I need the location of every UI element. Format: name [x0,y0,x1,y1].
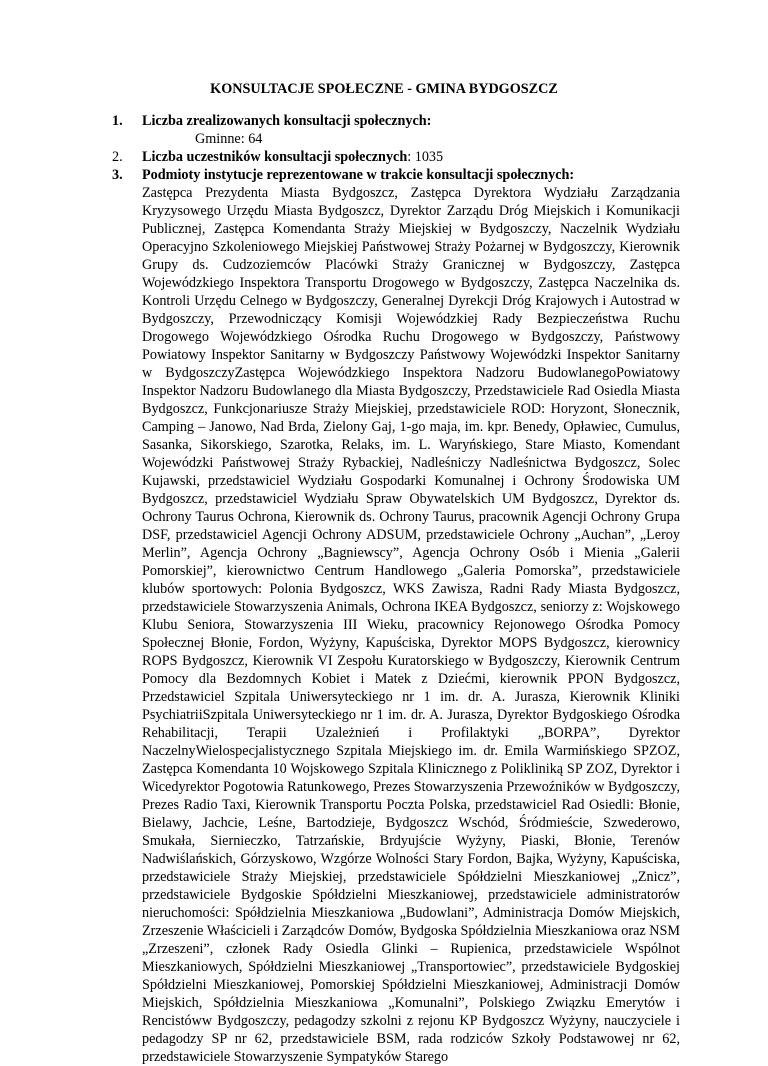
item-number: 3. [112,167,123,183]
document-title: KONSULTACJE SPOŁECZNE - GMINA BYDGOSZCZ [210,81,558,97]
list-item [0,166,680,1066]
item-heading: Liczba zrealizowanych konsultacji społecznych: [142,113,432,129]
item-heading: Liczba uczestników konsultacji społecznych [142,149,408,165]
consultation-list [0,112,768,1066]
item-value: : 1035 [407,149,444,165]
list-item [0,112,680,148]
item-number: 1. [112,113,123,129]
item-number: 2. [112,149,123,165]
item-value: Gminne: 64 [195,131,263,147]
item-body-text: Zastępca Prezydenta Miasta Bydgoszcz, Zastępca Dyrektora Wydziału Zarządzania Kryzysowego Urzędu Miasta Bydgoszcz, Dyrektor Zarządu Dróg Miejskich i Komunikacji Publicznej, Zastępca Komendanta Straży Miejskiej w Bydgoszczy, Naczelnik Wydziału Operacyjno Szkoleniowego Miejskiej Państwowej Straży Pożarnej w Bydgoszczy, Kierownik Grupy ds. Cudzoziemców Placówki Straży Granicznej w Bydgoszczy, Zastępca Wojewódzkiego Inspektora Transportu Drogowego w Bydgoszczy, Zastępca Naczelnika ds. Kontroli Urzędu Celnego w Bydgoszczy, Generalnej Dyrekcji Dróg Krajowych i Autostrad w Bydgoszczy, Przewodniczący Komisji Wojewódzkiej Rady Bezpieczeństwa Ruchu Drogowego Wojewódzkiego Ośrodka Ruchu Drogowego w Bydgoszczy, Państwowy Powiatowy Inspektor Sanitarny w Bydgoszczy Państwowy Wojewódzki Inspektor Sanitarny w BydgoszczyZastępca Wojewódzkiego Inspektora Nadzoru BudowlanegoPowiatowy Inspektor Nadzoru Budowlanego dla Miasta Bydgoszczy, Przedstawiciele Rad Osiedla Miasta Bydgoszcz, Funkcjonariusze Straży Miejskiej, przedstawiciele ROD: Horyzont, Słonecznik, Camping – Janowo, Nad Brda, Zielony Gaj, 1-go maja, im. kpr. Benedy, Opławiec, Cumulus, Sasanka, Sikorskiego, Szarotka, Relaks, im. L. Waryńskiego, Stare Miasto, Komendant Wojewódzki Państwowej Straży Rybackiej, Nadleśniczy Nadleśnictwa Bydgoszcz, Solec Kujawski, przedstawiciel Wydziału Gospodarki Komunalnej i Ochrony Środowiska UM Bydgoszcz, przedstawiciel Wydziału Spraw Obywatelskich UM Bydgoszcz, Dyrektor ds. Ochrony Taurus Ochrona, Kierownik ds. Ochrony Taurus, pracownik Agencji Ochrony Grupa DSF, przedstawiciel Agencji Ochrony ADSUM, przedstawiciele Ochrony „Auchan”, „Leroy Merlin”, Agencja Ochrony „Bagniewscy”, Agencja Ochrony Osób i Mienia „Galerii Pomorskiej”, kierownictwo Centrum Handlowego „Galeria Pomorska”, przedstawiciele klubów sportowych: Polonia Bydgoszcz, WKS Zawisza, Radni Rady Miasta Bydgoszcz, przedstawiciele Stowarzyszenia Animals, Ochrona IKEA Bydgoszcz, seniorzy z: Wojskowego Klubu Seniora, Stowarzyszenia III Wieku, pracownicy Rejonowego Ośrodka Pomocy Społecznej Błonie, Fordon, Wyżyny, Kapuściska, Dyrektor MOPS Bydgoszcz, kierownicy ROPS Bydgoszcz, Kierownik VI Zespołu Kuratorskiego w Bydgoszczy, Kierownik Centrum Pomocy dla Bezdomnych Kobiet i Matek z Dziećmi, kierownik PPON Bydgoszcz, Przedstawiciel Szpitala Uniwersyteckiego nr 1 im. dr. A. Jurasza, Kierownik Kliniki PsychiatriiSzpitala Uniwersyteckiego nr 1 im. dr. A. Jurasza, Dyrektor Bydgoskiego Ośrodka Rehabilitacji, Terapii Uzależnień i Profilaktyki „BORPA”, Dyrektor NaczelnyWielospecjalistycznego Szpitala Miejskiego im. dr. Emila Warmińskiego SPZOZ, Zastępca Komendanta 10 Wojskowego Szpitala Klinicznego z Polikliniką SP ZOZ, Dyrektor i Wicedyrektor Pogotowia Ratunkowego, Prezes Stowarzyszenia Przewoźników w Bydgoszczy, Prezes Radio Taxi, Kierownik Transportu Poczta Polska, przedstawiciel Rad Osiedli: Błonie, Bielawy, Jachcie, Leśne, Bartodzieje, Bydgoszcz Wschód, Śródmieście, Szwederowo, Smukała, Siernieczko, Tatrzańskie, Brdyujście Wyżyny, Piaski, Błonie, Terenów Nadwiślańskich, Górzyskowo, Wzgórze Wolności Stary Fordon, Bajka, Wyżyny, Kapuściska, przedstawiciele Straży Miejskiej, przedstawiciele Spółdzielni Mieszkaniowej „Znicz”, przedstawiciele Bydgoskie Spółdzielni Mieszkaniowej, przedstawiciele administratorów nieruchomości: Spółdzielnia Mieszkaniowa „Budowlani”, Administracja Domów Miejskich, Zrzeszenie Właścicieli i Zarządców Domów, Bydgoska Spółdzielnia Mieszkaniowa oraz NSM „Zrzeszeni”, członek Rady Osiedla Glinki – Rupienica, przedstawiciele Wspólnot Mieszkaniowych, Spółdzielni Mieszkaniowej „Transportowiec”, przedstawiciele Bydgoskiej Spółdzielni Mieszkaniowej, Pomorskiej Spółdzielni Mieszkaniowej, Administracji Domów Miejskich, Spółdzielnia Mieszkaniowa „Komunalni”, Polskiego Związku Emerytów i Rencistóww Bydgoszczy, pedagodzy szkolni z rejonu KP Bydgoszcz Wyżyny, nauczyciele i pedagodzy SP nr 62, przedstawiciele BSM, rada rodziców Szkoły Podstawowej nr 62, przedstawiciele Stowarzyszenie Sympatyków Starego [142,185,680,1065]
item-heading: Podmioty instytucje reprezentowane w trakcie konsultacji społecznych: [142,167,575,183]
list-item [0,148,680,166]
